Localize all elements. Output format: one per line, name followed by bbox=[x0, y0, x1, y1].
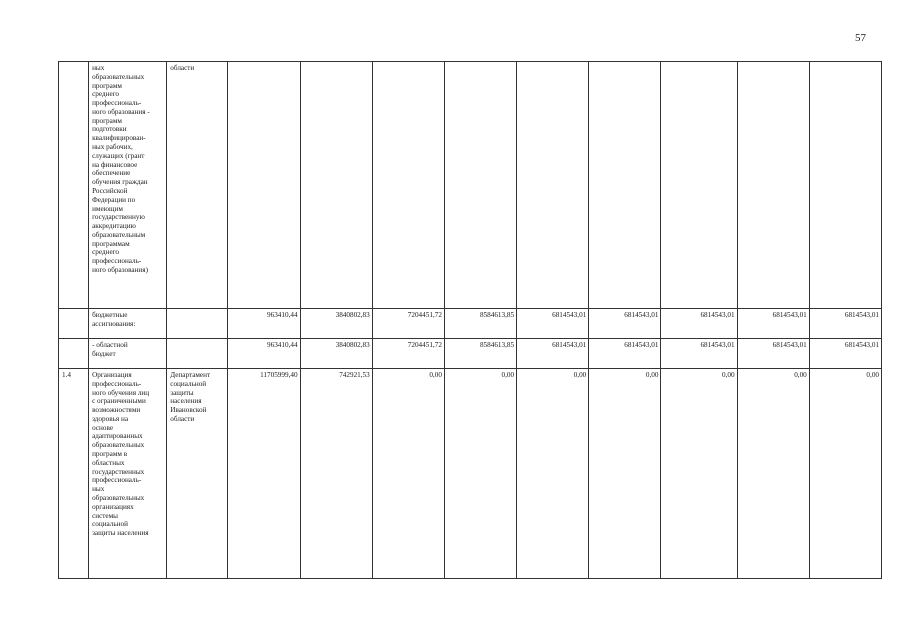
activity-name-line: ных рабочих, bbox=[92, 143, 133, 152]
activity-name-line: аккредитацию bbox=[92, 222, 136, 231]
table-row bbox=[59, 309, 882, 339]
amount-cell: 6814543,01 bbox=[809, 339, 881, 369]
activity-name-line: ного образования - bbox=[92, 107, 150, 116]
activity-name-line: ных bbox=[92, 485, 105, 494]
executor-line: социальной bbox=[170, 379, 207, 388]
executor-cell bbox=[167, 62, 228, 309]
row-number-cell bbox=[59, 309, 89, 339]
activity-name-line: государственную bbox=[92, 213, 145, 222]
activity-name-line: образовательным bbox=[92, 230, 146, 239]
activity-name-line: государственных bbox=[92, 467, 145, 476]
amount-cell: 0,00 bbox=[444, 369, 516, 579]
activity-name-line: программ bbox=[92, 81, 122, 90]
activity-name-line: квалифицирован- bbox=[92, 134, 146, 143]
amount-cell: 6814543,01 bbox=[517, 339, 589, 369]
activity-name-line: служащих (грант bbox=[92, 151, 145, 160]
amount-cell: 6814543,01 bbox=[737, 339, 809, 369]
executor-cell bbox=[167, 369, 228, 579]
amount-cell: 963410,44 bbox=[228, 309, 300, 339]
activity-name-line: на финансовое bbox=[92, 160, 138, 169]
amount-cell: 6814543,01 bbox=[589, 309, 661, 339]
row-number-cell bbox=[59, 62, 89, 309]
activity-name-line: обеспечение bbox=[92, 169, 131, 178]
activity-name-line: образовательных bbox=[92, 493, 145, 502]
executor-line: области bbox=[170, 414, 195, 423]
amount-cell: 963410,44 bbox=[228, 339, 300, 369]
activity-name-line: Российской bbox=[92, 186, 128, 195]
table-row bbox=[59, 369, 882, 579]
activity-name-line: программ bbox=[92, 116, 122, 125]
activity-name-cell bbox=[89, 309, 167, 339]
activity-name-line: программ в bbox=[92, 450, 128, 459]
activity-name-line: профессиональ- bbox=[92, 99, 142, 108]
activity-name-line: адаптированных bbox=[92, 432, 143, 441]
executor-line: защиты bbox=[170, 388, 194, 397]
amount-cell: 3840802,83 bbox=[300, 309, 372, 339]
activity-name-line: среднего bbox=[92, 90, 119, 99]
activity-name-line: Организация bbox=[92, 371, 132, 379]
amount-cell bbox=[228, 62, 300, 309]
amount-cell: 6814543,01 bbox=[661, 309, 737, 339]
amount-cell: 6814543,01 bbox=[809, 309, 881, 339]
activity-name-line: бюджет bbox=[92, 349, 116, 358]
activity-name-line: профессиональ- bbox=[92, 379, 142, 388]
activity-name-line: - областной bbox=[92, 341, 128, 349]
amount-cell: 0,00 bbox=[737, 369, 809, 579]
amount-cell: 0,00 bbox=[589, 369, 661, 579]
activity-name-line: здоровья на bbox=[92, 414, 129, 423]
activity-name-line: обучения граждан bbox=[92, 178, 148, 187]
amount-cell: 6814543,01 bbox=[517, 309, 589, 339]
activity-name-line: системы bbox=[92, 511, 118, 520]
amount-cell: 7204451,72 bbox=[372, 309, 444, 339]
activity-name-line: возможностями bbox=[92, 406, 141, 415]
table-row bbox=[59, 62, 882, 309]
amount-cell: 0,00 bbox=[809, 369, 881, 579]
activity-name-cell bbox=[89, 339, 167, 369]
row-number-cell: 1.4 bbox=[59, 369, 89, 579]
executor-line: области bbox=[170, 64, 195, 72]
activity-name-line: организациях bbox=[92, 502, 134, 511]
amount-cell: 0,00 bbox=[661, 369, 737, 579]
amount-cell bbox=[737, 62, 809, 309]
amount-cell: 8584613,85 bbox=[444, 309, 516, 339]
amount-cell bbox=[444, 62, 516, 309]
amount-cell bbox=[372, 62, 444, 309]
activity-name-line: имеющим bbox=[92, 204, 123, 213]
activity-name-line: ных bbox=[92, 64, 105, 72]
amount-cell bbox=[661, 62, 737, 309]
activity-name-line: профессиональ- bbox=[92, 257, 142, 266]
amount-cell: 6814543,01 bbox=[589, 339, 661, 369]
table-row bbox=[59, 339, 882, 369]
activity-name-cell bbox=[89, 62, 167, 309]
activity-name-line: социальной bbox=[92, 520, 128, 529]
amount-cell: 6814543,01 bbox=[661, 339, 737, 369]
activity-name-line: защиты населения bbox=[92, 529, 149, 538]
amount-cell bbox=[809, 62, 881, 309]
amount-cell: 7204451,72 bbox=[372, 339, 444, 369]
activity-name-line: ного обучения лиц bbox=[92, 388, 150, 397]
activity-name-line: ного образования) bbox=[92, 265, 148, 274]
activity-name-cell bbox=[89, 369, 167, 579]
amount-cell: 6814543,01 bbox=[737, 309, 809, 339]
page-number: 57 bbox=[855, 32, 866, 44]
amount-cell: 11705999,40 bbox=[228, 369, 300, 579]
budget-table bbox=[58, 61, 882, 579]
amount-cell bbox=[589, 62, 661, 309]
amount-cell bbox=[517, 62, 589, 309]
activity-name-line: бюджетные bbox=[92, 311, 128, 319]
amount-cell: 0,00 bbox=[517, 369, 589, 579]
activity-name-line: среднего bbox=[92, 248, 119, 257]
activity-name-line: ассигнования: bbox=[92, 319, 136, 328]
executor-cell bbox=[167, 309, 228, 339]
row-number-cell bbox=[59, 339, 89, 369]
amount-cell bbox=[300, 62, 372, 309]
executor-line: населения bbox=[170, 397, 202, 406]
amount-cell: 742921,53 bbox=[300, 369, 372, 579]
executor-line: Департамент bbox=[170, 371, 211, 379]
amount-cell: 8584613,85 bbox=[444, 339, 516, 369]
amount-cell: 3840802,83 bbox=[300, 339, 372, 369]
activity-name-line: с ограниченными bbox=[92, 397, 146, 406]
activity-name-line: подготовки bbox=[92, 125, 127, 134]
activity-name-line: профессиональ- bbox=[92, 476, 142, 485]
activity-name-line: Федерации по bbox=[92, 195, 136, 204]
activity-name-line: образовательных bbox=[92, 441, 145, 450]
activity-name-line: областных bbox=[92, 458, 125, 467]
amount-cell: 0,00 bbox=[372, 369, 444, 579]
activity-name-line: основе bbox=[92, 423, 114, 432]
executor-cell bbox=[167, 339, 228, 369]
activity-name-line: программам bbox=[92, 239, 130, 248]
activity-name-line: образовательных bbox=[92, 72, 145, 81]
executor-line: Ивановской bbox=[170, 406, 207, 415]
